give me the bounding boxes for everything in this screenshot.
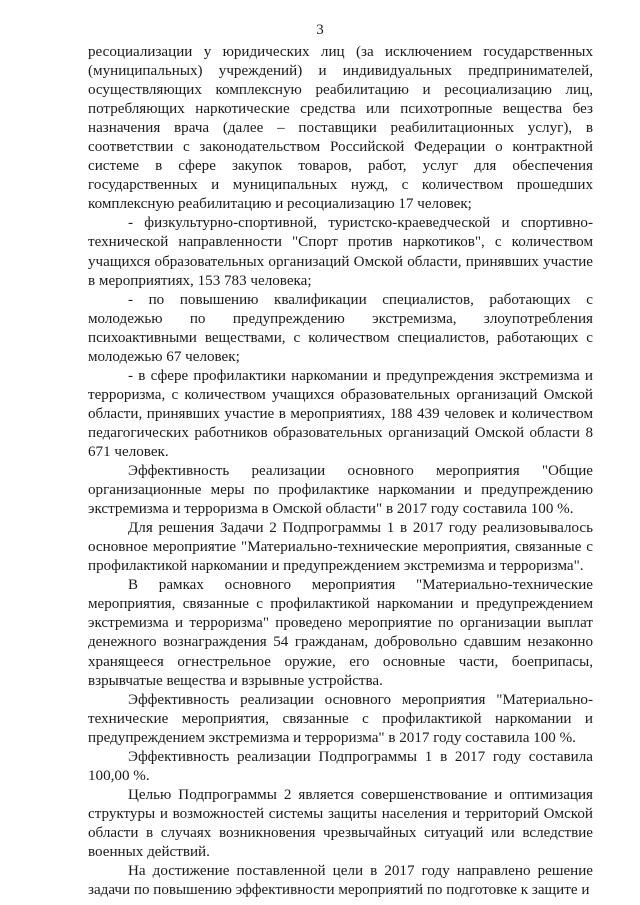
paragraph: На достижение поставленной цели в 2017 году направлено решение задачи по повышению эффективности мероприятий по подготовке к защите и <box>88 863 593 899</box>
paragraph: Эффективность реализации Подпрограммы 1 в 2017 году составила 100,00 %. <box>88 748 593 784</box>
paragraph: ресоциализации у юридических лиц (за исключением государственных (муниципальных) учреждений) и индивидуальных предпринимателей, осуществляющих комплексную реабилитацию и ресоциализацию лиц, потребляющих наркотические средства или психотропные вещества без назначения врача (далее – поставщики реабилитационных услуг), в соответствии с законодательством Российской Федерации о контрактной системе в сфере закупок товаров, работ, услуг для обеспечения государственных и муниципальных нужд, с количеством прошедших комплексную реабилитацию и ресоциализацию 17 человек; <box>88 44 593 213</box>
paragraph: - в сфере профилактики наркомании и предупреждения экстремизма и терроризма, с количеством учащихся образовательных организаций Омской области, принявших участие в мероприятиях, 188 439 человек и количеством педагогических работников образовательных организаций Омской области 8 671 человек. <box>88 367 593 460</box>
paragraph: В рамках основного мероприятия "Материально-технические мероприятия, связанные с профилактикой наркомании и предупреждением экстремизма и терроризма" проведено мероприятие по организации выплат денежного вознаграждения 54 гражданам, добровольно сдавшим незаконно хранящееся огнестрельное оружие, его основные части, боеприпасы, взрывчатые вещества и взрывные устройства. <box>88 577 593 689</box>
paragraph: - по повышению квалификации специалистов, работающих с молодежью по предупреждению экстремизма, злоупотребления психоактивными веществами, с количеством специалистов, работающих с молодежью 67 человек; <box>88 291 593 365</box>
paragraph: Эффективность реализации основного мероприятия "Материально-технические мероприятия, связанные с профилактикой наркомании и предупреждением экстремизма и терроризма" в 2017 году составила 100 %. <box>88 691 593 746</box>
body-text <box>88 43 593 900</box>
page-number: 3 <box>316 22 324 38</box>
paragraph: Целью Подпрограммы 2 является совершенствование и оптимизация структуры и возможностей системы защиты населения и территорий Омской области в случаях возникновения чрезвычайных ситуаций или вследствие военных действий. <box>88 786 593 860</box>
paragraph: - физкультурно-спортивной, туристско-краеведческой и спортивно-технической направленности "Спорт против наркотиков", с количеством учащихся образовательных организаций Омской области, принявших участие в мероприятиях, 153 783 человека; <box>88 215 593 289</box>
paragraph: Для решения Задачи 2 Подпрограммы 1 в 2017 году реализовывалось основное мероприятие "Материально-технические мероприятия, связанные с профилактикой наркомании и предупреждением экстремизма и терроризма". <box>88 520 593 575</box>
paragraph: Эффективность реализации основного мероприятия "Общие организационные меры по профилактике наркомании и предупреждению экстремизма и терроризма в Омской области" в 2017 году составила 100 %. <box>88 463 593 518</box>
